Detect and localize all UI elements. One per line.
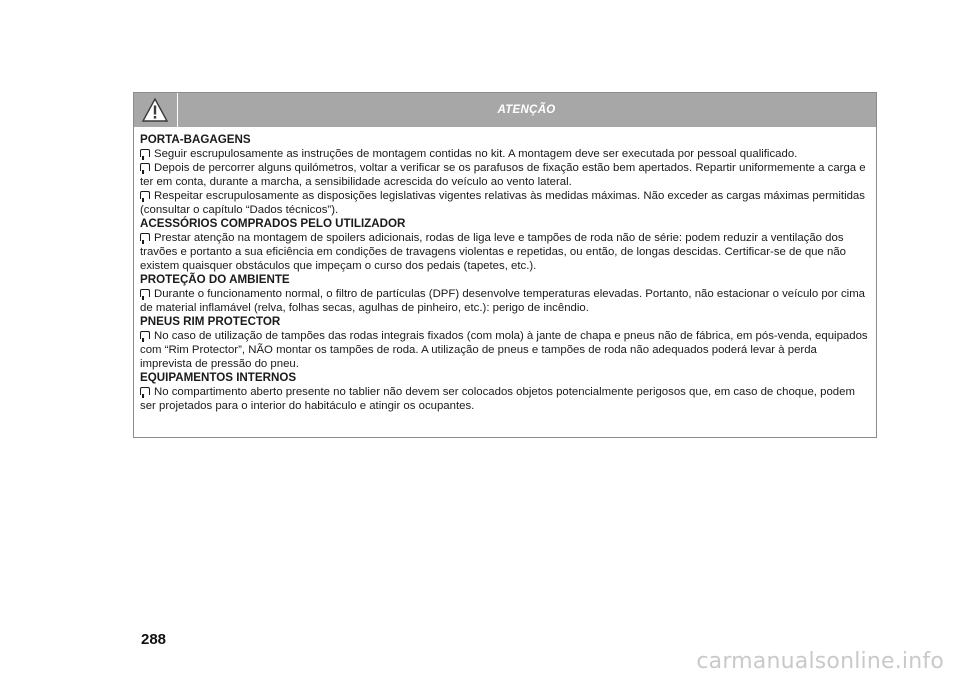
book-icon xyxy=(140,233,150,241)
warning-item: Respeitar escrupulosamente as disposições legislativas vigentes relativas às medidas máximas. Não exceder as cargas máximas permitidas (consultar o capítulo “Dados técnicos”). xyxy=(140,190,865,216)
warning-body xyxy=(134,127,876,413)
warning-item: Seguir escrupulosamente as instruções de montagem contidas no kit. A montagem deve ser executada por pessoal qualificado. xyxy=(140,147,871,161)
book-icon xyxy=(140,289,150,297)
warning-header xyxy=(134,93,876,127)
section-porta-bagagens xyxy=(140,133,871,217)
book-icon xyxy=(140,387,150,395)
warning-title: ATENÇÃO xyxy=(497,104,556,116)
section-acessorios xyxy=(140,217,871,273)
page-number: 288 xyxy=(141,631,167,648)
warning-item: No compartimento aberto presente no tablier não devem ser colocados objetos potencialmente perigosos que, em caso de choque, podem ser projetados para o interior do habitáculo e atingir os ocupantes. xyxy=(140,386,855,412)
section-heading: EQUIPAMENTOS INTERNOS xyxy=(140,371,297,384)
section-heading: PORTA-BAGAGENS xyxy=(140,133,251,146)
book-icon xyxy=(140,331,150,339)
warning-triangle-icon xyxy=(142,98,168,122)
section-heading: PNEUS RIM PROTECTOR xyxy=(140,315,281,328)
book-icon xyxy=(140,149,150,157)
section-heading: PROTEÇÃO DO AMBIENTE xyxy=(140,273,290,286)
warning-item: Durante o funcionamento normal, o filtro de partículas (DPF) desenvolve temperaturas elevadas. Portanto, não estacionar o veículo por cima de material inflamável (relva, folhas secas, agulhas de pinheiro, etc.): perigo de incêndio. xyxy=(140,288,866,314)
section-equipamentos-internos xyxy=(140,371,871,413)
warning-item: No caso de utilização de tampões das rodas integrais fixados (com mola) à jante de chapa e pneus não de fábrica, em pós-venda, equipados com “Rim Protector”, NÃO montar os tampões de roda. A utilização de pneus e tampões de roda não adequados poderá levar à perda imprevista de pressão do pneu. xyxy=(140,330,868,370)
warning-item: Prestar atenção na montagem de spoilers adicionais, rodas de liga leve e tampões de roda não de série: podem reduzir a ventilação dos travões e portanto a sua eficiência em condições de travagens violentas e repetidas, ou então, de longas descidas. Certificar-se de que não existem quaisquer obstáculos que impeçam o curso dos pedais (tapetes, etc.). xyxy=(140,232,847,272)
book-icon xyxy=(140,191,150,199)
warning-box xyxy=(133,92,877,438)
section-protecao-ambiente xyxy=(140,273,871,315)
warning-icon-cell xyxy=(134,93,178,127)
book-icon xyxy=(140,163,150,171)
section-pneus-rim-protector xyxy=(140,315,871,371)
watermark: carmanualsonline.info xyxy=(696,649,944,674)
warning-item: Depois de percorrer alguns quilómetros, voltar a verificar se os parafusos de fixação estão bem apertados. Repartir uniformemente a carga e ter em conta, durante a marcha, a sensibilidade acrescida do veículo ao vento lateral. xyxy=(140,162,866,188)
section-heading: ACESSÓRIOS COMPRADOS PELO UTILIZADOR xyxy=(140,217,406,230)
